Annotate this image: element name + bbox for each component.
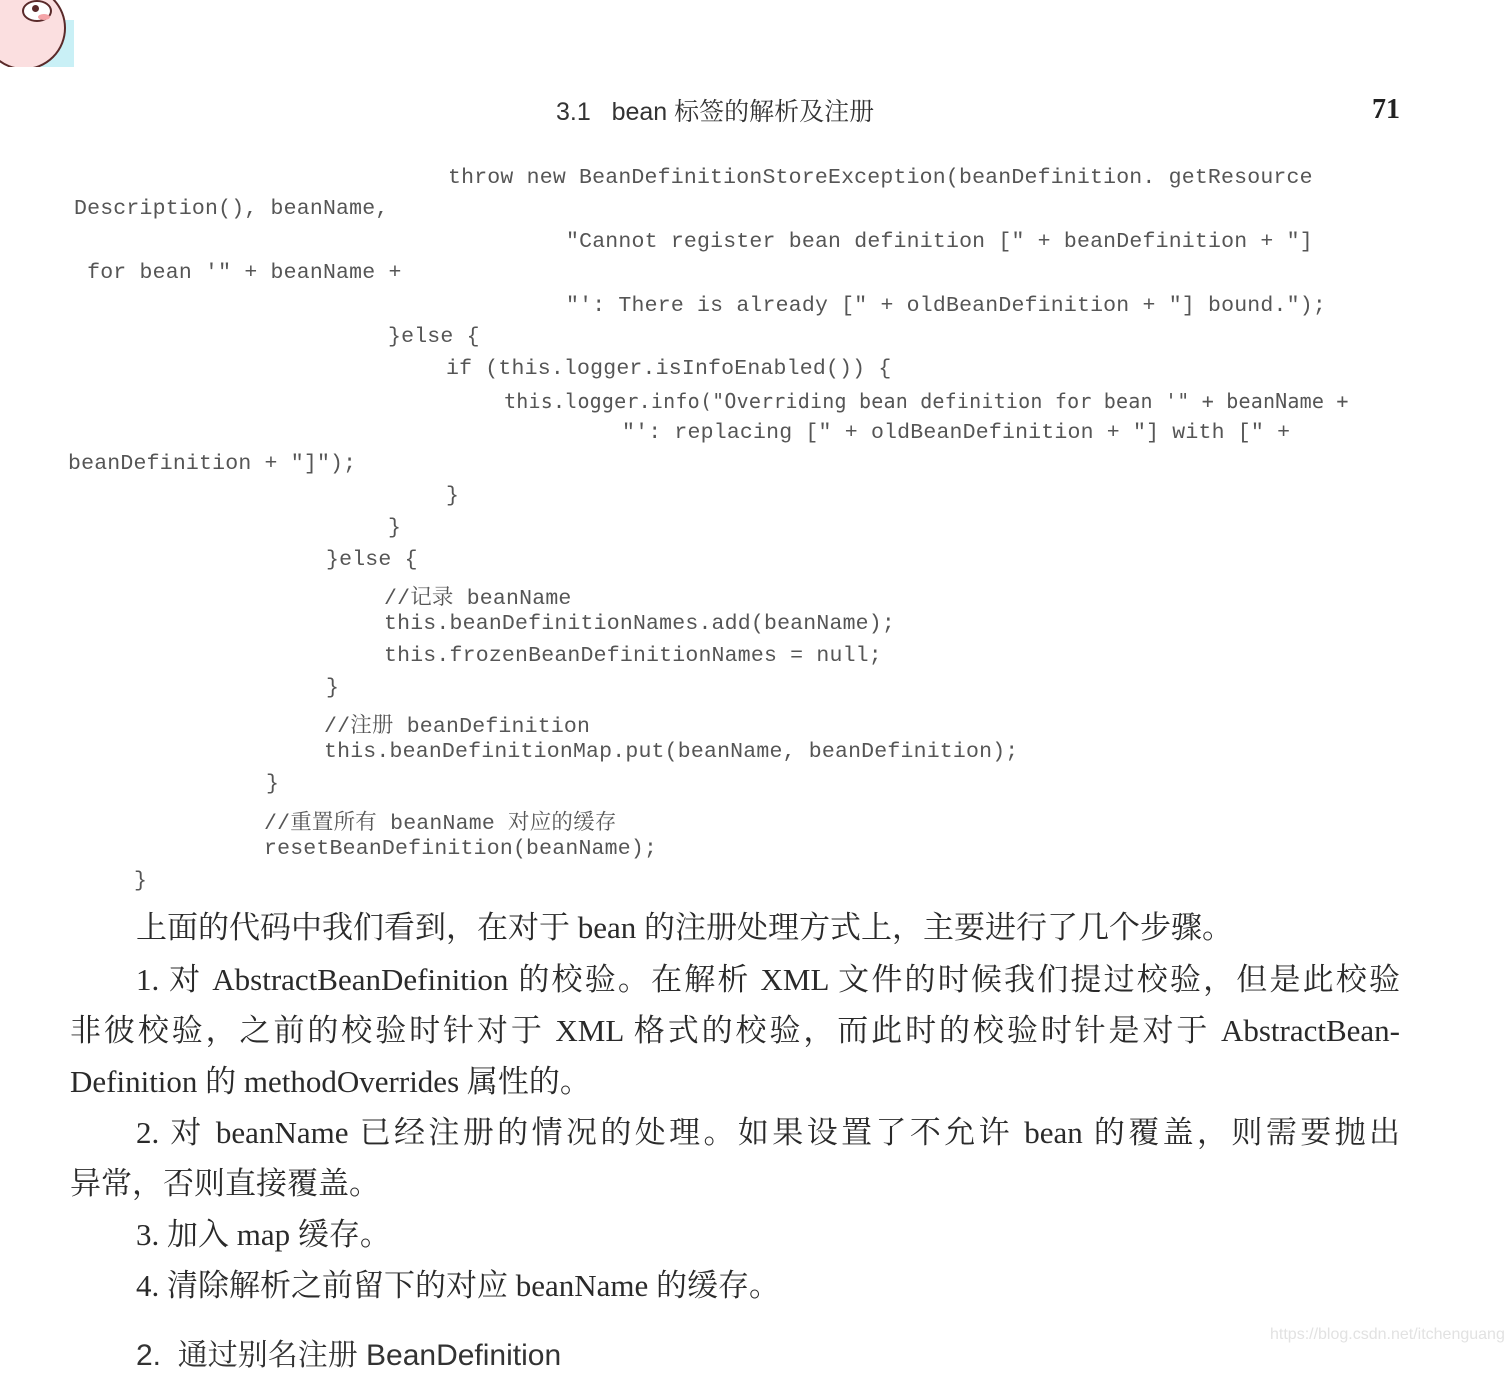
step-1-line-1: 1. 对 AbstractBeanDefinition 的校验。在解析 XML 文件的时候我们提过校验，但是此校验 <box>136 962 1400 997</box>
code-line: beanDefinition + "]"); <box>68 452 357 476</box>
code-line: Description(), beanName, <box>74 197 389 221</box>
sticker-image <box>0 0 74 67</box>
page-number: 71 <box>1372 94 1400 125</box>
step-2-line-1: 2. 对 beanName 已经注册的情况的处理。如果设置了不允许 bean 的覆盖，则需要抛出 <box>136 1115 1400 1150</box>
step-2-line-2: 异常，否则直接覆盖。 <box>70 1166 380 1201</box>
intro-paragraph: 上面的代码中我们看到，在对于 bean 的注册处理方式上，主要进行了几个步骤。 <box>136 910 1234 945</box>
code-line: this.logger.info("Overriding bean definition for bean '" + beanName + <box>504 389 1349 413</box>
code-line: } <box>388 516 402 540</box>
code-line: resetBeanDefinition(beanName); <box>264 837 658 861</box>
code-line: this.beanDefinitionMap.put(beanName, beanDefinition); <box>324 740 1019 764</box>
code-line: "Cannot register bean definition [" + beanDefinition + "] <box>566 230 1313 254</box>
code-line: }else { <box>388 325 480 349</box>
code-line: if (this.logger.isInfoEnabled()) { <box>446 357 892 381</box>
step-4: 4. 清除解析之前留下的对应 beanName 的缓存。 <box>136 1268 781 1303</box>
code-line: "': replacing [" + oldBeanDefinition + "] with [" + <box>622 421 1291 445</box>
code-comment: //注册 beanDefinition <box>324 715 591 739</box>
step-3: 3. 加入 map 缓存。 <box>136 1217 391 1252</box>
watermark: https://blog.csdn.net/itchenguang <box>1270 1326 1505 1343</box>
code-line: } <box>446 484 460 508</box>
step-1-line-3: Definition 的 methodOverrides 属性的。 <box>70 1064 591 1099</box>
sticker-pupil <box>32 5 39 12</box>
code-line: throw new BeanDefinitionStoreException(beanDefinition. getResource <box>448 166 1313 190</box>
step-1-line-2: 非彼校验，之前的校验时针对于 XML 格式的校验，而此时的校验时针是对于 AbstractBean- <box>70 1013 1400 1048</box>
code-line: } <box>134 869 148 893</box>
next-section-heading: 2. 通过别名注册 BeanDefinition <box>136 1339 562 1372</box>
code-line: for bean '" + beanName + <box>74 261 402 285</box>
code-comment: //记录 beanName <box>384 587 572 611</box>
sticker-blush <box>38 14 50 20</box>
running-head: 3.1 bean 标签的解析及注册 <box>556 98 875 126</box>
code-line: "': There is already [" + oldBeanDefinition + "] bound."); <box>566 294 1326 318</box>
code-line: }else { <box>326 548 418 572</box>
code-line: this.beanDefinitionNames.add(beanName); <box>384 612 895 636</box>
code-line: this.frozenBeanDefinitionNames = null; <box>384 644 882 668</box>
code-comment: //重置所有 beanName 对应的缓存 <box>264 812 617 836</box>
code-line: } <box>326 676 340 700</box>
code-line: } <box>266 772 280 796</box>
